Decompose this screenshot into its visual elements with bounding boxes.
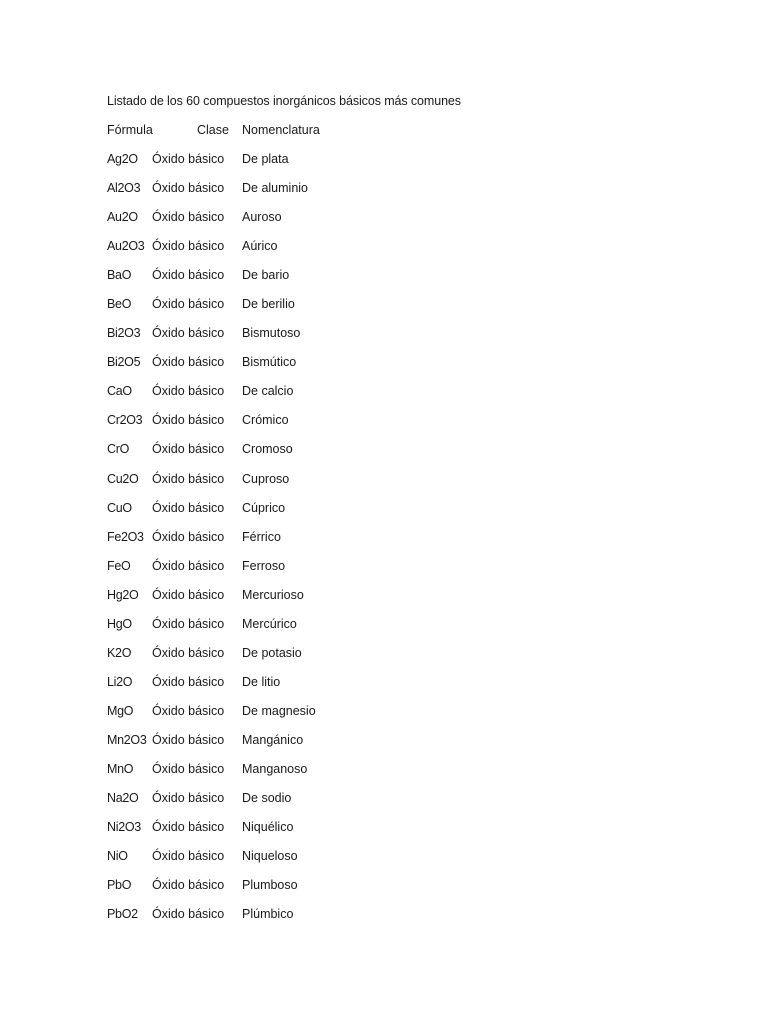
- cell-clase: Óxido básico: [152, 268, 225, 283]
- header-formula: Fórmula: [107, 123, 153, 137]
- cell-formula: FeO: [107, 558, 131, 573]
- table-row: [107, 790, 507, 819]
- cell-clase: Óxido básico: [152, 210, 225, 225]
- cell-formula: MnO: [107, 761, 134, 776]
- cell-nomenclatura: Crómico: [242, 413, 289, 428]
- cell-nomenclatura: Niqueloso: [242, 849, 298, 864]
- cell-formula: Bi2O5: [107, 355, 141, 370]
- header-nomenclatura: Nomenclatura: [242, 123, 320, 137]
- cell-clase: Óxido básico: [152, 181, 225, 196]
- cell-clase: Óxido básico: [152, 529, 225, 544]
- cell-clase: Óxido básico: [152, 820, 225, 835]
- cell-nomenclatura: Bismutoso: [242, 326, 301, 341]
- cell-formula: Ni2O3: [107, 820, 141, 835]
- table-row: [107, 732, 507, 761]
- cell-clase: Óxido básico: [152, 471, 225, 486]
- table-row: [107, 761, 507, 790]
- cell-clase: Óxido básico: [152, 791, 225, 806]
- cell-formula: MgO: [107, 703, 134, 718]
- cell-nomenclatura: Plumboso: [242, 878, 298, 893]
- cell-formula: Hg2O: [107, 587, 139, 602]
- table-row: [107, 412, 507, 441]
- cell-formula: Cr2O3: [107, 413, 143, 428]
- cell-clase: Óxido básico: [152, 442, 225, 457]
- cell-clase: Óxido básico: [152, 326, 225, 341]
- cell-clase: Óxido básico: [152, 558, 225, 573]
- cell-nomenclatura: Auroso: [242, 210, 282, 225]
- cell-formula: CuO: [107, 500, 132, 515]
- cell-clase: Óxido básico: [152, 587, 225, 602]
- cell-nomenclatura: Aúrico: [242, 239, 278, 254]
- cell-nomenclatura: De sodio: [242, 791, 292, 806]
- cell-clase: Óxido básico: [152, 878, 225, 893]
- cell-nomenclatura: Cúprico: [242, 500, 286, 515]
- cell-clase: Óxido básico: [152, 732, 225, 747]
- cell-nomenclatura: De bario: [242, 268, 290, 283]
- header-clase: Clase: [197, 123, 229, 137]
- table-row: [107, 616, 507, 645]
- cell-formula: Bi2O3: [107, 326, 141, 341]
- table-row: [107, 383, 507, 412]
- table-row: [107, 703, 507, 732]
- cell-nomenclatura: De plata: [242, 152, 289, 166]
- table-row: [107, 645, 507, 674]
- table-row: [107, 180, 507, 209]
- table-row: [107, 296, 507, 325]
- cell-formula: CrO: [107, 442, 130, 457]
- table-row: [107, 325, 507, 354]
- cell-nomenclatura: Mercurioso: [242, 587, 304, 602]
- cell-clase: Óxido básico: [152, 703, 225, 718]
- table-row: [107, 209, 507, 238]
- cell-nomenclatura: Manganoso: [242, 761, 308, 776]
- cell-formula: PbO2: [107, 907, 138, 922]
- cell-clase: Óxido básico: [152, 355, 225, 370]
- table-row: [107, 500, 507, 529]
- cell-formula: Au2O: [107, 210, 138, 225]
- cell-nomenclatura: De aluminio: [242, 181, 309, 196]
- cell-formula: Au2O3: [107, 239, 145, 254]
- cell-clase: Óxido básico: [152, 413, 225, 428]
- cell-nomenclatura: De berilio: [242, 297, 295, 312]
- cell-nomenclatura: Mangánico: [242, 732, 304, 747]
- table-row: [107, 877, 507, 906]
- cell-formula: HgO: [107, 616, 132, 631]
- cell-clase: Óxido básico: [152, 645, 225, 660]
- cell-formula: Cu2O: [107, 471, 139, 486]
- table-row: [107, 906, 507, 935]
- table-row: [107, 441, 507, 470]
- table-row: [107, 471, 507, 500]
- table-row: [107, 354, 507, 383]
- cell-formula: Li2O: [107, 674, 133, 689]
- cell-nomenclatura: Cromoso: [242, 442, 293, 457]
- cell-clase: Óxido básico: [152, 761, 225, 776]
- table-row: [107, 238, 507, 267]
- cell-clase: Óxido básico: [152, 849, 225, 864]
- cell-nomenclatura: Bismútico: [242, 355, 297, 370]
- cell-clase: Óxido básico: [152, 907, 225, 922]
- table-row: [107, 674, 507, 703]
- cell-nomenclatura: Mercúrico: [242, 616, 297, 631]
- cell-clase: Óxido básico: [152, 152, 225, 166]
- cell-formula: NiO: [107, 849, 128, 864]
- cell-formula: Na2O: [107, 791, 139, 806]
- table-row: [107, 848, 507, 877]
- table-row: [107, 267, 507, 296]
- cell-nomenclatura: Niquélico: [242, 820, 294, 835]
- cell-clase: Óxido básico: [152, 239, 225, 254]
- cell-formula: PbO: [107, 878, 132, 893]
- cell-clase: Óxido básico: [152, 674, 225, 689]
- cell-nomenclatura: Cuproso: [242, 471, 290, 486]
- table-row: [107, 151, 507, 180]
- cell-nomenclatura: Plúmbico: [242, 907, 294, 922]
- cell-formula: Fe2O3: [107, 529, 144, 544]
- cell-formula: BeO: [107, 297, 132, 312]
- cell-nomenclatura: De magnesio: [242, 703, 316, 718]
- table-row: [107, 558, 507, 587]
- cell-nomenclatura: De calcio: [242, 384, 294, 399]
- cell-clase: Óxido básico: [152, 384, 225, 399]
- table-row: [107, 587, 507, 616]
- cell-formula: Ag2O: [107, 152, 138, 166]
- cell-nomenclatura: Férrico: [242, 529, 281, 544]
- cell-formula: CaO: [107, 384, 132, 399]
- cell-nomenclatura: De potasio: [242, 645, 302, 660]
- cell-formula: Al2O3: [107, 181, 141, 196]
- table-row: [107, 529, 507, 558]
- cell-clase: Óxido básico: [152, 616, 225, 631]
- cell-nomenclatura: De litio: [242, 674, 281, 689]
- table-header: [107, 122, 507, 138]
- compound-list: [107, 151, 507, 935]
- cell-nomenclatura: Ferroso: [242, 558, 286, 573]
- cell-clase: Óxido básico: [152, 297, 225, 312]
- table-row: [107, 819, 507, 848]
- cell-formula: Mn2O3: [107, 732, 147, 747]
- cell-formula: K2O: [107, 645, 132, 660]
- document-title: Listado de los 60 compuestos inorgánicos básicos más comunes: [107, 94, 461, 108]
- cell-clase: Óxido básico: [152, 500, 225, 515]
- cell-formula: BaO: [107, 268, 132, 283]
